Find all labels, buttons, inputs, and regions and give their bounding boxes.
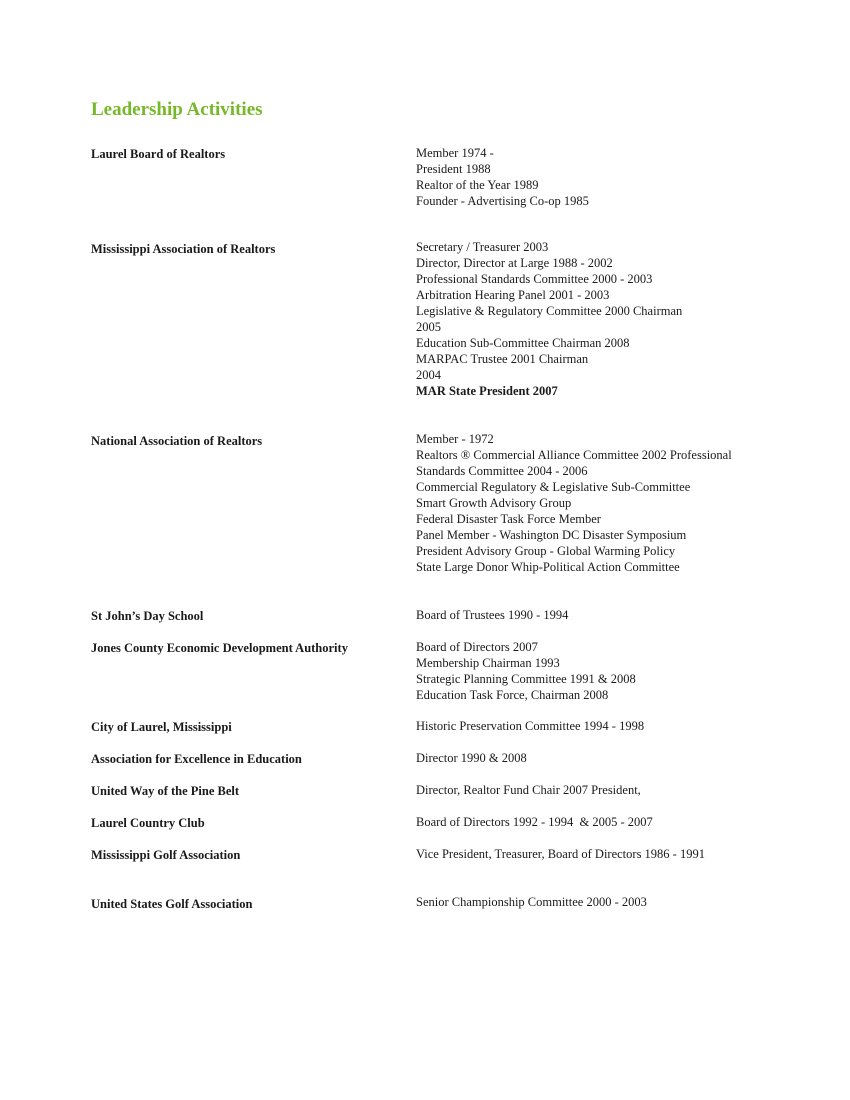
role-item: Panel Member - Washington DC Disaster Symposium [416, 528, 687, 542]
roles-list [416, 607, 786, 623]
role-item: Board of Directors 1992 - 1994 & 2005 - 2007 [416, 815, 653, 829]
role-item: Education Sub-Committee Chairman 2008 [416, 336, 630, 350]
organization-name: St John’s Day School [91, 609, 204, 623]
organization-name: Mississippi Association of Realtors [91, 242, 276, 256]
role-item: Member 1974 - [416, 146, 494, 160]
role-item: MARPAC Trustee 2001 Chairman [416, 352, 589, 366]
roles-list [416, 846, 786, 862]
role-item: Vice President, Treasurer, Board of Directors 1986 - 1991 [416, 847, 705, 861]
roles-list [416, 782, 786, 798]
role-item: Director, Director at Large 1988 - 2002 [416, 256, 613, 270]
role-item: President 1988 [416, 162, 491, 176]
organization-name: Association for Excellence in Education [91, 752, 302, 766]
role-item: Education Task Force, Chairman 2008 [416, 688, 609, 702]
role-item-highlight: MAR State President 2007 [416, 384, 558, 398]
role-item: President Advisory Group - Global Warming Policy [416, 544, 676, 558]
role-item: Commercial Regulatory & Legislative Sub-Committee [416, 480, 691, 494]
organization-name: United States Golf Association [91, 897, 253, 911]
page-title: Leadership Activities [91, 99, 263, 120]
role-item: Senior Championship Committee 2000 - 2003 [416, 895, 647, 909]
role-item: Federal Disaster Task Force Member [416, 512, 601, 526]
roles-list [416, 718, 786, 734]
role-item: Arbitration Hearing Panel 2001 - 2003 [416, 288, 610, 302]
role-item: Member - 1972 [416, 432, 494, 446]
organization-name: Mississippi Golf Association [91, 848, 241, 862]
organization-name: Jones County Economic Development Authority [91, 641, 348, 655]
role-item: Historic Preservation Committee 1994 - 1998 [416, 719, 645, 733]
role-item: Director, Realtor Fund Chair 2007 President, [416, 783, 641, 797]
roles-list [416, 894, 786, 910]
organization-name: Laurel Board of Realtors [91, 147, 226, 161]
organization-name: United Way of the Pine Belt [91, 784, 240, 798]
role-item: Board of Trustees 1990 - 1994 [416, 608, 569, 622]
roles-list [416, 431, 786, 575]
role-item: Director 1990 & 2008 [416, 751, 527, 765]
role-item: Legislative & Regulatory Committee 2000 Chairman [416, 304, 683, 318]
roles-list [416, 145, 786, 209]
role-item: Standards Committee 2004 - 2006 [416, 464, 588, 478]
roles-list [416, 814, 786, 830]
organization-name: Laurel Country Club [91, 816, 205, 830]
organization-name: National Association of Realtors [91, 434, 263, 448]
roles-list [416, 639, 786, 703]
role-item: Membership Chairman 1993 [416, 656, 560, 670]
role-item: Realtor of the Year 1989 [416, 178, 539, 192]
role-item: 2004 [416, 368, 441, 382]
role-item: Board of Directors 2007 [416, 640, 538, 654]
role-item: Founder - Advertising Co-op 1985 [416, 194, 589, 208]
role-item: Realtors ® Commercial Alliance Committee 2002 Professional [416, 448, 732, 462]
roles-list [416, 750, 786, 766]
role-item: Strategic Planning Committee 1991 & 2008 [416, 672, 636, 686]
role-item: Smart Growth Advisory Group [416, 496, 572, 510]
role-item: Secretary / Treasurer 2003 [416, 240, 549, 254]
role-item: State Large Donor Whip-Political Action Committee [416, 560, 680, 574]
role-item: 2005 [416, 320, 441, 334]
roles-list [416, 239, 786, 399]
role-item: Professional Standards Committee 2000 - 2003 [416, 272, 653, 286]
organization-name: City of Laurel, Mississippi [91, 720, 232, 734]
